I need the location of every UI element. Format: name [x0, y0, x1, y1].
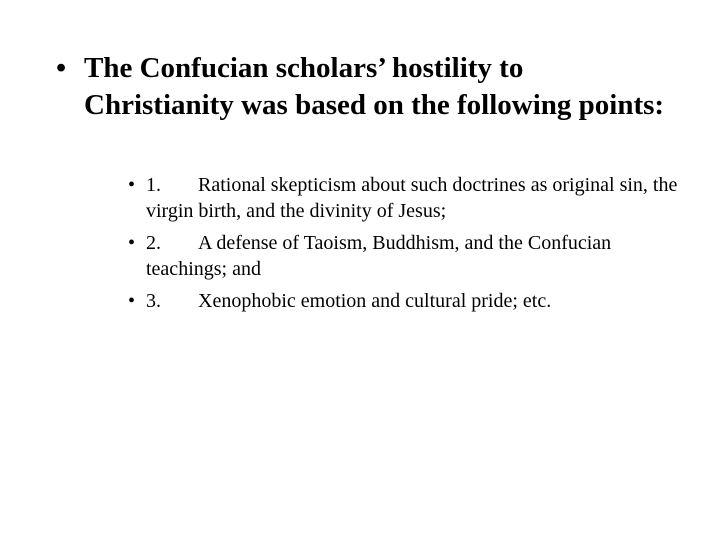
sub-bullet-text: Xenophobic emotion and cultural pride; etc.: [198, 290, 552, 312]
main-bullet: [56, 50, 676, 124]
bullet-marker: •: [128, 290, 136, 312]
sub-bullet-item: [128, 230, 688, 282]
sub-bullet-list: [128, 172, 688, 320]
sub-bullet-item: [128, 288, 688, 314]
sub-bullet-number: 3.: [146, 290, 161, 312]
sub-bullet-item: [128, 172, 688, 224]
sub-bullet-number: 2.: [146, 232, 161, 254]
bullet-marker: •: [128, 174, 136, 196]
sub-bullet-number: 1.: [146, 174, 161, 196]
bullet-marker: •: [56, 52, 67, 84]
sub-bullet-text: Rational skepticism about such doctrines as original sin, the virgin birth, and the divinity of Jesus;: [146, 174, 678, 222]
bullet-marker: •: [128, 232, 136, 254]
sub-bullet-text: A defense of Taoism, Buddhism, and the Confucian teachings; and: [146, 232, 612, 280]
main-bullet-text: The Confucian scholars’ hostility to Christianity was based on the following points:: [84, 52, 665, 121]
